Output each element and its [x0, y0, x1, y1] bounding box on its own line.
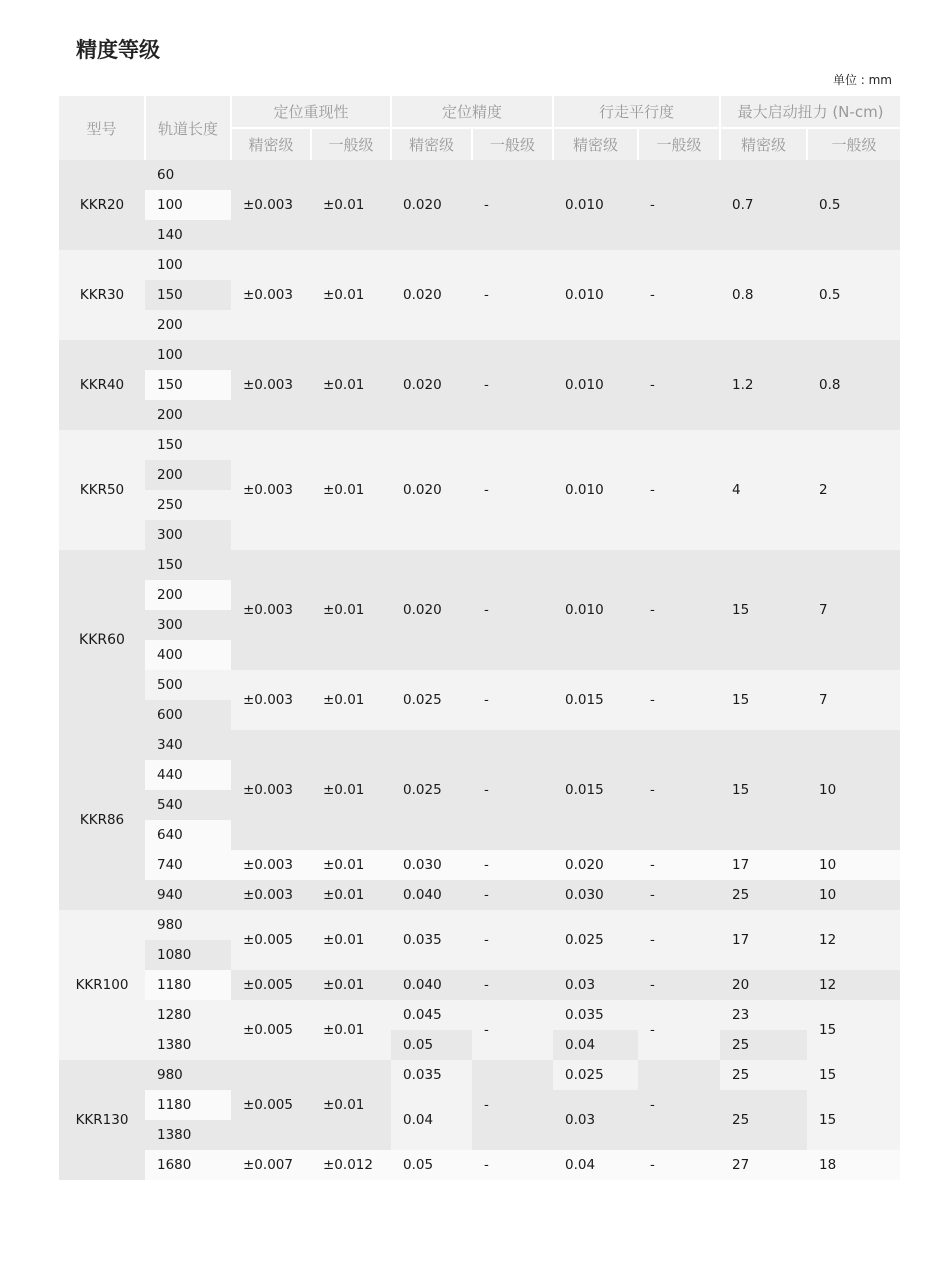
accuracy-normal: -	[484, 887, 489, 903]
header-normal: 一般级	[472, 128, 553, 160]
accuracy-normal: -	[484, 602, 489, 618]
torque-normal: 2	[819, 482, 828, 498]
accuracy-precision: 0.030	[403, 857, 442, 873]
torque-precision: 4	[732, 482, 741, 498]
rail-length: 500	[145, 670, 231, 700]
torque-normal: 7	[819, 692, 828, 708]
accuracy-normal: -	[484, 977, 489, 993]
repeatability-normal: ±0.01	[323, 692, 365, 708]
table-row	[59, 250, 900, 280]
repeatability-normal: ±0.01	[323, 482, 365, 498]
parallelism-precision: 0.025	[565, 932, 604, 948]
accuracy-precision: 0.020	[403, 287, 442, 303]
repeatability-normal: ±0.01	[323, 602, 365, 618]
header-rail-length: 轨道长度	[145, 96, 231, 160]
accuracy-precision: 0.05	[391, 1030, 472, 1060]
parallelism-normal: -	[650, 977, 655, 993]
table-row	[59, 850, 900, 880]
torque-precision: 15	[732, 692, 750, 708]
repeatability-normal: ±0.01	[323, 782, 365, 798]
torque-precision: 25	[720, 1060, 807, 1090]
accuracy-precision: 0.020	[403, 197, 442, 213]
model-name: KKR100	[75, 977, 129, 993]
table-row	[59, 880, 900, 910]
unit-label: 单位 : mm	[832, 73, 892, 87]
table-row	[59, 340, 900, 370]
header-repeatability: 定位重现性	[231, 96, 391, 128]
torque-precision: 20	[732, 977, 750, 993]
accuracy-precision: 0.040	[403, 887, 442, 903]
parallelism-normal: -	[650, 377, 655, 393]
rail-length: 980	[145, 910, 231, 940]
torque-normal: 10	[819, 782, 837, 798]
header-precision: 精密级	[231, 128, 311, 160]
table-row	[59, 430, 900, 460]
torque-precision: 1.2	[732, 377, 754, 393]
parallelism-precision: 0.04	[565, 1157, 596, 1173]
rail-length: 200	[145, 310, 231, 340]
parallelism-normal: -	[650, 782, 655, 798]
header-parallelism: 行走平行度	[553, 96, 720, 128]
parallelism-precision: 0.015	[565, 692, 604, 708]
header-normal: 一般级	[807, 128, 900, 160]
accuracy-precision: 0.035	[403, 932, 442, 948]
accuracy-precision: 0.020	[403, 602, 442, 618]
rail-length: 1180	[145, 1090, 231, 1120]
torque-normal: 0.8	[819, 377, 841, 393]
accuracy-precision: 0.020	[403, 377, 442, 393]
table-row	[59, 1000, 900, 1030]
rail-length: 300	[145, 520, 231, 550]
parallelism-normal: -	[650, 197, 655, 213]
torque-precision: 0.8	[732, 287, 754, 303]
header-normal: 一般级	[311, 128, 391, 160]
precision-table	[59, 96, 900, 1180]
repeatability-normal: ±0.01	[323, 287, 365, 303]
repeatability-normal: ±0.01	[323, 1097, 365, 1113]
repeatability-precision: ±0.003	[243, 482, 293, 498]
accuracy-precision: 0.045	[391, 1000, 472, 1030]
torque-precision: 25	[720, 1030, 807, 1060]
rail-length: 740	[145, 850, 231, 880]
table-row	[59, 550, 900, 580]
rail-length: 340	[145, 730, 231, 760]
parallelism-normal: -	[650, 482, 655, 498]
rail-length: 640	[145, 820, 231, 850]
torque-precision: 0.7	[732, 197, 754, 213]
accuracy-normal: -	[484, 287, 489, 303]
accuracy-normal: -	[484, 482, 489, 498]
parallelism-precision: 0.030	[565, 887, 604, 903]
torque-precision: 25	[732, 887, 750, 903]
accuracy-precision: 0.035	[391, 1060, 472, 1090]
repeatability-normal: ±0.01	[323, 977, 365, 993]
rail-length: 100	[145, 250, 231, 280]
parallelism-precision: 0.010	[565, 287, 604, 303]
parallelism-precision: 0.015	[565, 782, 604, 798]
accuracy-precision: 0.020	[403, 482, 442, 498]
repeatability-precision: ±0.003	[243, 287, 293, 303]
rail-length: 1080	[145, 940, 231, 970]
parallelism-precision: 0.03	[565, 977, 596, 993]
rail-length: 100	[145, 340, 231, 370]
table-row	[59, 1060, 900, 1090]
torque-precision: 15	[732, 782, 750, 798]
accuracy-normal: -	[484, 197, 489, 213]
repeatability-normal: ±0.012	[323, 1157, 373, 1173]
header-accuracy: 定位精度	[391, 96, 553, 128]
torque-precision: 23	[720, 1000, 807, 1030]
rail-length: 200	[145, 400, 231, 430]
torque-normal: 15	[807, 1060, 900, 1090]
repeatability-precision: ±0.003	[243, 602, 293, 618]
table-row	[59, 670, 900, 700]
rail-length: 150	[145, 280, 231, 310]
torque-normal: 0.5	[819, 197, 841, 213]
parallelism-normal: -	[650, 887, 655, 903]
header-precision: 精密级	[391, 128, 472, 160]
table-row	[59, 730, 900, 760]
model-name: KKR30	[79, 287, 125, 303]
rail-length: 440	[145, 760, 231, 790]
torque-normal: 0.5	[819, 287, 841, 303]
parallelism-precision: 0.03	[553, 1090, 638, 1150]
model-name: KKR60	[79, 632, 125, 648]
parallelism-normal: -	[650, 932, 655, 948]
parallelism-precision: 0.035	[553, 1000, 638, 1030]
parallelism-precision: 0.025	[553, 1060, 638, 1090]
model-name: KKR20	[79, 197, 125, 213]
repeatability-precision: ±0.003	[243, 857, 293, 873]
rail-length: 100	[145, 190, 231, 220]
model-name: KKR50	[79, 482, 125, 498]
rail-length: 1180	[145, 970, 231, 1000]
rail-length: 1280	[145, 1000, 231, 1030]
header-precision: 精密级	[553, 128, 638, 160]
table-row	[59, 910, 900, 940]
table-row	[59, 160, 900, 190]
parallelism-normal: -	[650, 692, 655, 708]
repeatability-precision: ±0.005	[243, 1097, 293, 1113]
torque-normal: 10	[819, 857, 837, 873]
header-precision: 精密级	[720, 128, 807, 160]
torque-normal: 7	[819, 602, 828, 618]
accuracy-normal: -	[484, 1097, 489, 1113]
torque-normal: 15	[807, 1090, 900, 1150]
repeatability-precision: ±0.007	[243, 1157, 293, 1173]
parallelism-precision: 0.04	[553, 1030, 638, 1060]
parallelism-normal: -	[650, 287, 655, 303]
parallelism-normal: -	[650, 1157, 655, 1173]
torque-normal: 12	[819, 932, 837, 948]
rail-length: 600	[145, 700, 231, 730]
page-title: 精度等级	[76, 38, 160, 62]
parallelism-precision: 0.010	[565, 197, 604, 213]
repeatability-precision: ±0.005	[243, 1022, 293, 1038]
table-row	[59, 1150, 900, 1180]
accuracy-normal: -	[484, 782, 489, 798]
repeatability-normal: ±0.01	[323, 377, 365, 393]
rail-length: 980	[145, 1060, 231, 1090]
repeatability-precision: ±0.003	[243, 782, 293, 798]
repeatability-normal: ±0.01	[323, 857, 365, 873]
torque-precision: 27	[732, 1157, 750, 1173]
torque-normal: 18	[819, 1157, 837, 1173]
torque-precision: 17	[732, 857, 750, 873]
rail-length: 60	[145, 160, 231, 190]
parallelism-normal: -	[650, 857, 655, 873]
rail-length: 1380	[145, 1120, 231, 1150]
torque-precision: 17	[732, 932, 750, 948]
accuracy-normal: -	[484, 932, 489, 948]
model-name: KKR86	[79, 812, 125, 828]
rail-length: 150	[145, 370, 231, 400]
repeatability-precision: ±0.003	[243, 377, 293, 393]
table-row	[59, 970, 900, 1000]
rail-length: 150	[145, 550, 231, 580]
accuracy-normal: -	[484, 857, 489, 873]
header-model: 型号	[59, 96, 145, 160]
repeatability-normal: ±0.01	[323, 197, 365, 213]
rail-length: 140	[145, 220, 231, 250]
rail-length: 540	[145, 790, 231, 820]
accuracy-normal: -	[484, 377, 489, 393]
accuracy-normal: -	[484, 692, 489, 708]
repeatability-precision: ±0.005	[243, 932, 293, 948]
rail-length: 250	[145, 490, 231, 520]
accuracy-precision: 0.025	[403, 692, 442, 708]
repeatability-normal: ±0.01	[323, 887, 365, 903]
accuracy-normal: -	[484, 1022, 489, 1038]
accuracy-precision: 0.04	[391, 1090, 472, 1150]
parallelism-normal: -	[650, 1097, 655, 1113]
parallelism-precision: 0.010	[565, 377, 604, 393]
rail-length: 200	[145, 460, 231, 490]
rail-length: 150	[145, 430, 231, 460]
accuracy-precision: 0.05	[403, 1157, 434, 1173]
repeatability-normal: ±0.01	[323, 1022, 365, 1038]
repeatability-precision: ±0.003	[243, 197, 293, 213]
header-normal: 一般级	[638, 128, 720, 160]
accuracy-precision: 0.040	[403, 977, 442, 993]
torque-normal: 10	[819, 887, 837, 903]
accuracy-precision: 0.025	[403, 782, 442, 798]
parallelism-precision: 0.020	[565, 857, 604, 873]
repeatability-precision: ±0.003	[243, 692, 293, 708]
model-name: KKR40	[79, 377, 125, 393]
repeatability-precision: ±0.005	[243, 977, 293, 993]
parallelism-precision: 0.010	[565, 482, 604, 498]
repeatability-normal: ±0.01	[323, 932, 365, 948]
model-name: KKR130	[75, 1112, 129, 1128]
header-max-torque: 最大启动扭力 (N-cm)	[720, 96, 900, 128]
parallelism-normal: -	[650, 1022, 655, 1038]
repeatability-precision: ±0.003	[243, 887, 293, 903]
parallelism-precision: 0.010	[565, 602, 604, 618]
rail-length: 940	[145, 880, 231, 910]
rail-length: 1680	[145, 1150, 231, 1180]
torque-precision: 25	[720, 1090, 807, 1150]
torque-normal: 15	[819, 1022, 837, 1038]
torque-precision: 15	[732, 602, 750, 618]
rail-length: 1380	[145, 1030, 231, 1060]
torque-normal: 12	[819, 977, 837, 993]
rail-length: 200	[145, 580, 231, 610]
parallelism-normal: -	[650, 602, 655, 618]
rail-length: 300	[145, 610, 231, 640]
rail-length: 400	[145, 640, 231, 670]
accuracy-normal: -	[484, 1157, 489, 1173]
